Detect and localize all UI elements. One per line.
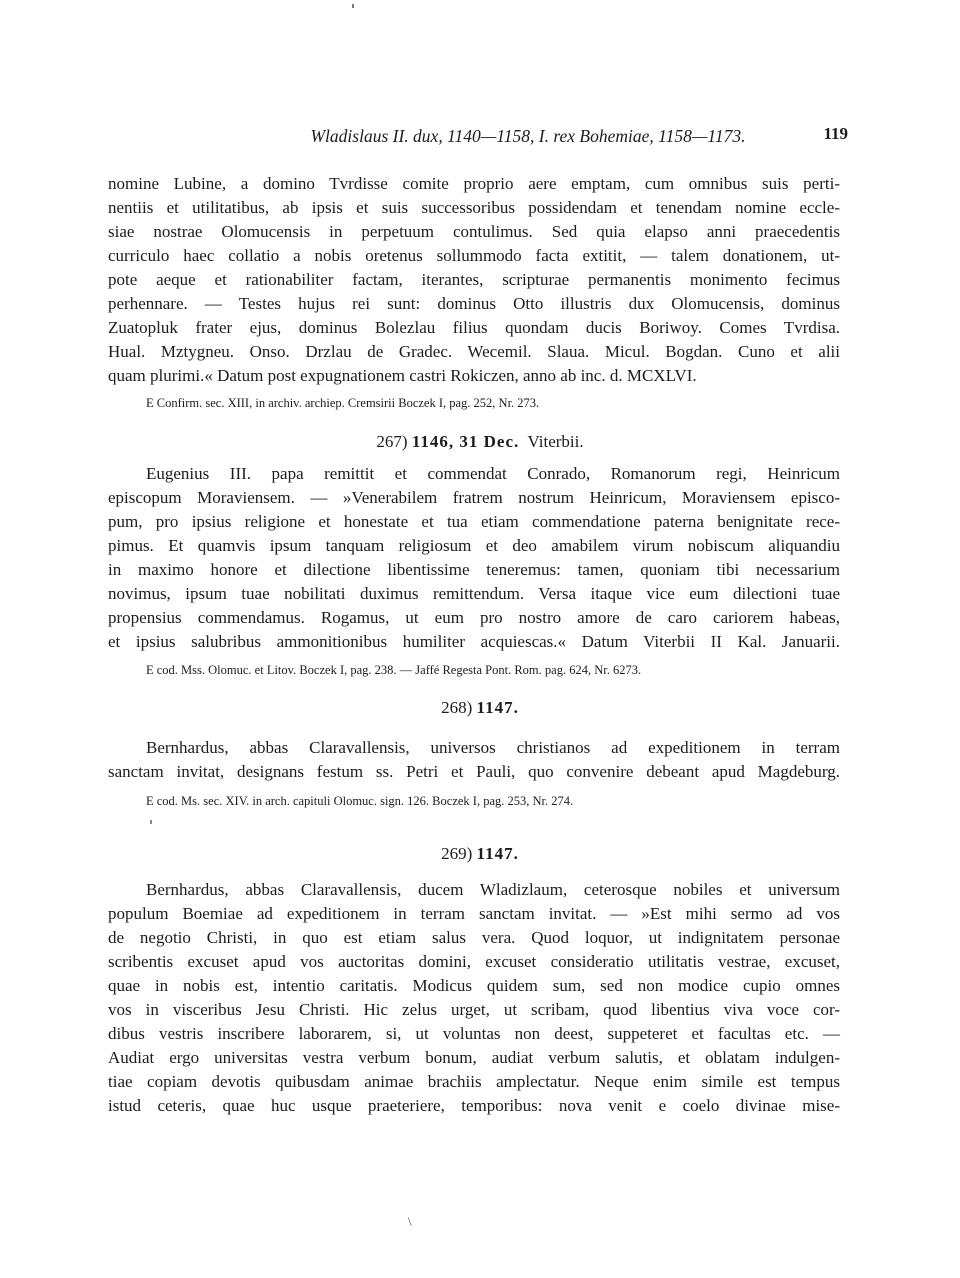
text-line: Bernhardus, abbas Claravallensis, ducem Wladizlaum, ceterosque nobiles et universum <box>146 880 840 899</box>
page-header <box>108 126 848 154</box>
document-number: 267) <box>376 432 408 451</box>
text-line: quam plurimi.« Datum post expugnationem castri Rokiczen, anno ab inc. d. MCXLVI. <box>108 366 697 385</box>
text-line: pum, pro ipsius religione et honestate et tua etiam commendatione paterna benignitate rece- <box>108 512 840 531</box>
footer-mark: \ <box>408 1214 412 1229</box>
text-line: de negotio Christi, in quo est etiam salus vera. Quod loquor, ut indignitatem personae <box>108 928 840 947</box>
document-number: 269) <box>441 844 473 863</box>
text-line: sanctam invitat, designans festum ss. Petri et Pauli, quo convenire debeant apud Magdeburg. <box>108 762 840 781</box>
source-reference: E cod. Mss. Olomuc. et Litov. Boczek I, pag. 238. — Jaffé Regesta Pont. Rom. pag. 624, Nr. 6273. <box>146 663 642 677</box>
text-line: Zuatopluk frater ejus, dominus Bolezlau filius quondam ducis Boriwoy. Comes Tvrdisa. <box>108 318 840 337</box>
text-line: curriculo haec collatio a nobis oretenus sollummodo facta extitit, — talem donationem, ut- <box>108 246 840 265</box>
speck-mark <box>352 4 354 8</box>
source-reference: E Confirm. sec. XIII, in archiv. archiep. Cremsirii Boczek I, pag. 252, Nr. 273. <box>146 396 540 410</box>
document-date: 1147. <box>476 698 519 717</box>
text-line: Audiat ergo universitas vestra verbum bonum, audiat verbum salutis, et oblatam indulgen- <box>108 1048 840 1067</box>
text-line: tiae copiam devotis quibusdam animae brachiis amplectatur. Neque enim simile est tempus <box>108 1072 840 1091</box>
text-line: vos in visceribus Jesu Christi. Hic zelus urget, ut scribam, quod libentius viva voce cor- <box>108 1000 840 1019</box>
text-line: Bernhardus, abbas Claravallensis, universos christianos ad expeditionem in terram <box>146 738 840 757</box>
document-date: 1147. <box>476 844 519 863</box>
text-line: quae in nobis est, intentio caritatis. Modicus quidem sum, sed non modice cupio omnes <box>108 976 840 995</box>
document-heading <box>0 696 960 720</box>
text-line: novimus, ipsum tuae nobilitati duximus remittendum. Versa itaque vice eum dilectioni tuae <box>108 584 840 603</box>
text-line: perhennare. — Testes hujus rei sunt: dominus Otto illustris dux Olomucensis, dominus <box>108 294 840 313</box>
text-line: Hual. Mztygneu. Onso. Drzlau de Gradec. Wecemil. Slaua. Micul. Bogdan. Cuno et alii <box>108 342 840 361</box>
text-line: pimus. Et quamvis ipsum tanquam religiosum et deo amabilem virum nobiscum aliquandiu <box>108 536 840 555</box>
text-line: siae nostrae Olomucensis in perpetuum contulimus. Sed quia elapso anni praecedentis <box>108 222 840 241</box>
text-line: episcopum Moraviensem. — »Venerabilem fratrem nostrum Heinricum, Moraviensem episco- <box>108 488 840 507</box>
text-line: pote aeque et rationabiliter factam, iterantes, scripturae permanentis monimento fecimus <box>108 270 840 289</box>
source-reference: E cod. Ms. sec. XIV. in arch. capituli Olomuc. sign. 126. Boczek I, pag. 253, Nr. 274. <box>146 794 574 808</box>
text-line: in maximo honore et dilectione libentissime teneremus: tamen, quoniam tibi necessarium <box>108 560 840 579</box>
text-line: nomine Lubine, a domino Tvrdisse comite proprio aere emptam, cum omnibus suis perti- <box>108 174 840 193</box>
text-line: scribentis excuset apud vos auctoritas domini, excuset consideratio utilitatis vestrae, excuset, <box>108 952 840 971</box>
document-heading <box>0 430 960 454</box>
running-head: Wladislaus II. dux, 1140—1158, I. rex Bohemiae, 1158—1173. <box>310 126 746 146</box>
text-line: et ipsius salubribus ammonitionibus humiliter acquiescas.« Datum Viterbii II Kal. Januarii. <box>108 632 840 651</box>
text-line: populum Boemiae ad expeditionem in terram sanctam invitat. — »Est mihi sermo ad vos <box>108 904 840 923</box>
document-heading <box>0 842 960 866</box>
document-date: 1146, 31 Dec. <box>411 432 520 451</box>
text-line: dibus vestris inscribere laborarem, si, ut voluntas non deest, suppeteret et facultas etc. — <box>108 1024 840 1043</box>
page-number: 119 <box>823 124 848 143</box>
text-line: Eugenius III. papa remittit et commendat Conrado, Romanorum regi, Heinricum <box>146 464 840 483</box>
document-number: 268) <box>441 698 473 717</box>
text-line: istud ceteris, quae huc usque praeteriere, temporibus: nova venit e coelo divinae mise- <box>108 1096 840 1115</box>
speck-mark <box>150 820 152 824</box>
text-line: propensius commendamus. Rogamus, ut eum pro nostro amore de caro cariorem habeas, <box>108 608 840 627</box>
text-line: nentiis et utilitatibus, ab ipsis et suis successoribus possidendam et tenendam nomine eccle- <box>108 198 840 217</box>
document-place: Viterbii. <box>527 432 584 451</box>
